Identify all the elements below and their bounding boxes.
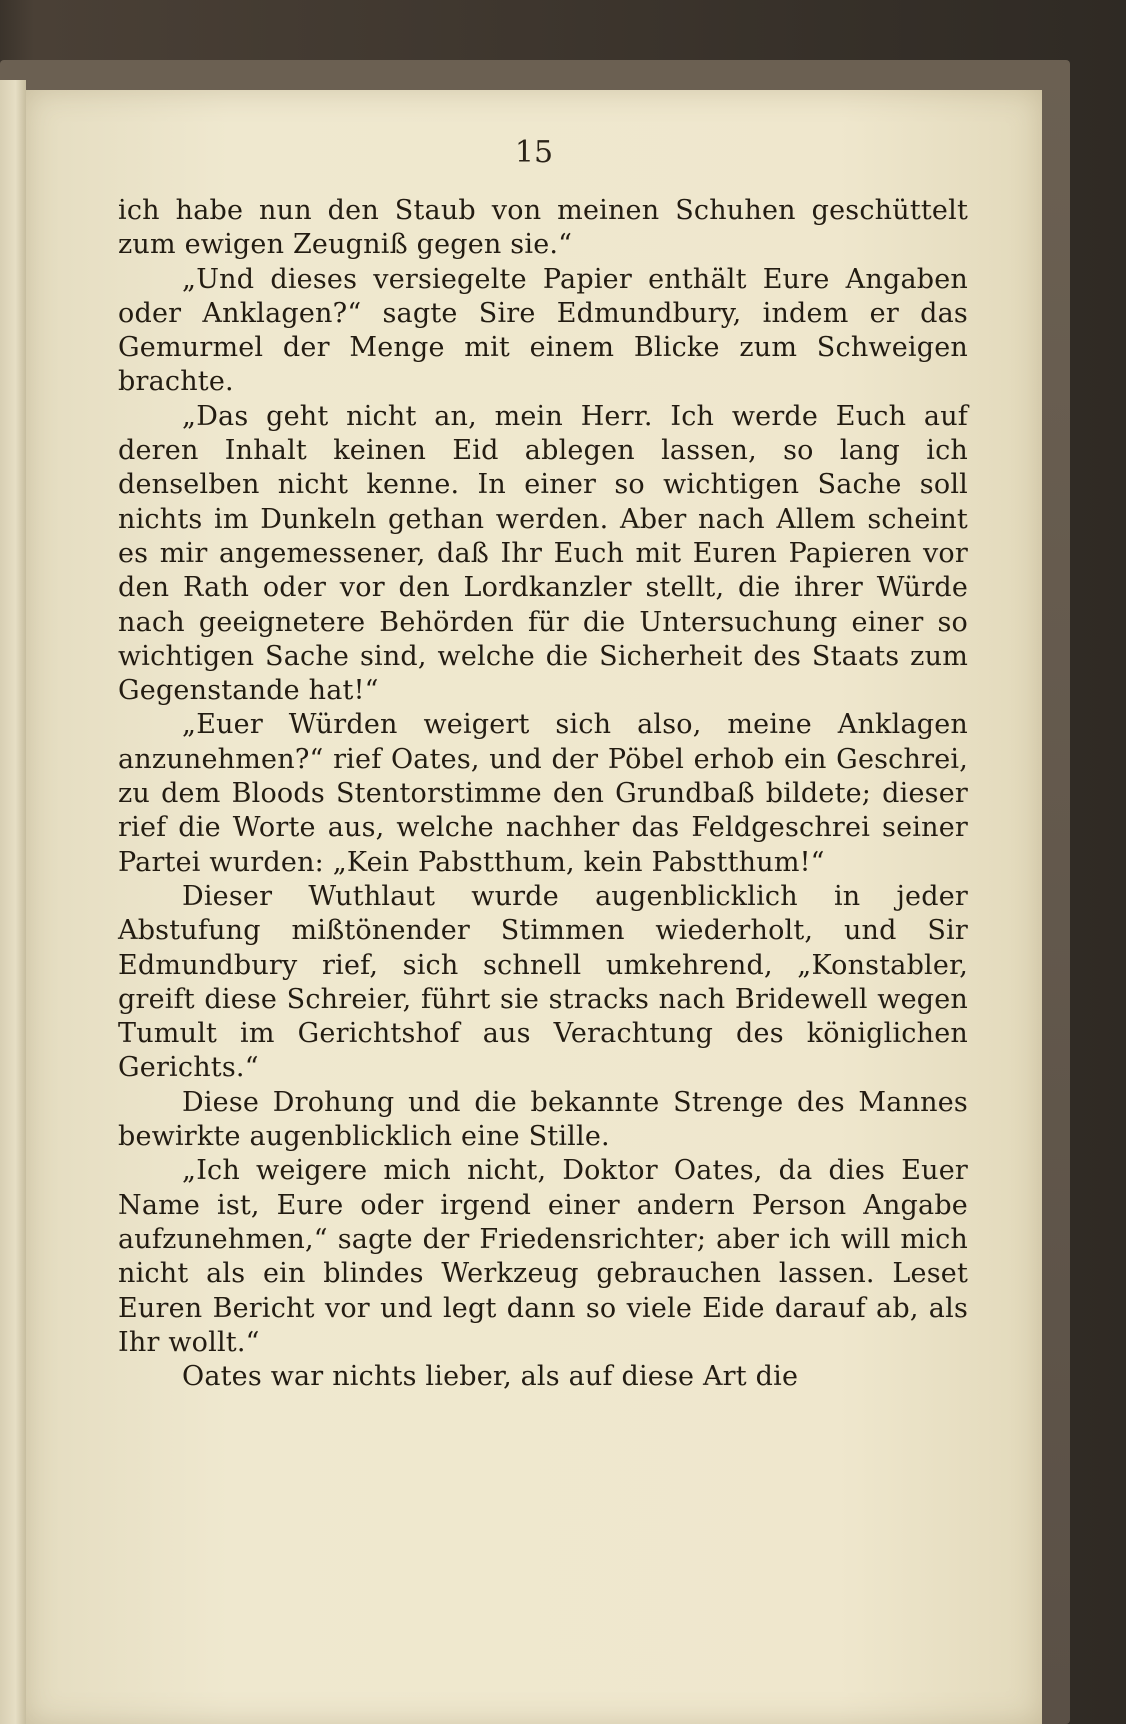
paragraph: „Euer Würden weigert sich also, meine Anklagen anzunehmen?“ rief Oates, und der Pöbel erhob ein Geschrei, zu dem Bloods Stentorstimme den Grundbaß bildete; dieser rief die Worte aus, welche nachher das Feldgeschrei seiner Partei wurden: „Kein Pabstthum, kein Pabstthum!“: [118, 709, 968, 878]
paragraph: „Und dieses versiegelte Papier enthält Eure Angaben oder Anklagen?“ sagte Sire Edmundbury, indem er das Gemurmel der Menge mit einem Blicke zum Schweigen brachte.: [118, 263, 968, 398]
page-number: 15: [514, 135, 554, 170]
paragraph: Oates war nichts lieber, als auf diese Art die: [182, 1361, 799, 1393]
paragraph: „Das geht nicht an, mein Herr. Ich werde Euch auf deren Inhalt keinen Eid ablegen lassen, so lang ich denselben nicht kenne. In einer so wichtigen Sache soll nichts im Dunkeln gethan werden. Aber nach Allem scheint es mir angemessener, daß Ihr Euch mit Euren Papieren vor den Rath oder vor den Lordkanzler stellt, die ihrer Würde nach geeignetere Behörden für die Untersuchung einer so wichtigen Sache sind, welche die Sicherheit des Staats zum Gegenstande hat!“: [118, 400, 968, 707]
paragraph: Diese Drohung und die bekannte Strenge des Mannes bewirkte augenblicklich eine Stille.: [118, 1086, 968, 1153]
book-page: [26, 90, 1042, 1724]
page-text: [118, 194, 968, 1394]
paragraph: Dieser Wuthlaut wurde augenblicklich in jeder Abstufung mißtönender Stimmen wiederholt, und Sir Edmundbury rief, sich schnell umkehrend, „Konstabler, greift diese Schreier, führt sie stracks nach Bridewell wegen Tumult im Gerichtshof aus Verachtung des königlichen Gerichts.“: [118, 880, 968, 1084]
paragraph: ich habe nun den Staub von meinen Schuhen geschüttelt zum ewigen Zeugniß gegen sie.“: [118, 195, 968, 261]
paragraph: „Ich weigere mich nicht, Doktor Oates, da dies Euer Name ist, Eure oder irgend einer andern Person Angabe aufzunehmen,“ sagte der Friedensrichter; aber ich will mich nicht als ein blindes Werkzeug gebrauchen lassen. Leset Euren Bericht vor und legt dann so viele Eide darauf ab, als Ihr wollt.“: [118, 1155, 968, 1358]
page-edge: [0, 80, 26, 1724]
